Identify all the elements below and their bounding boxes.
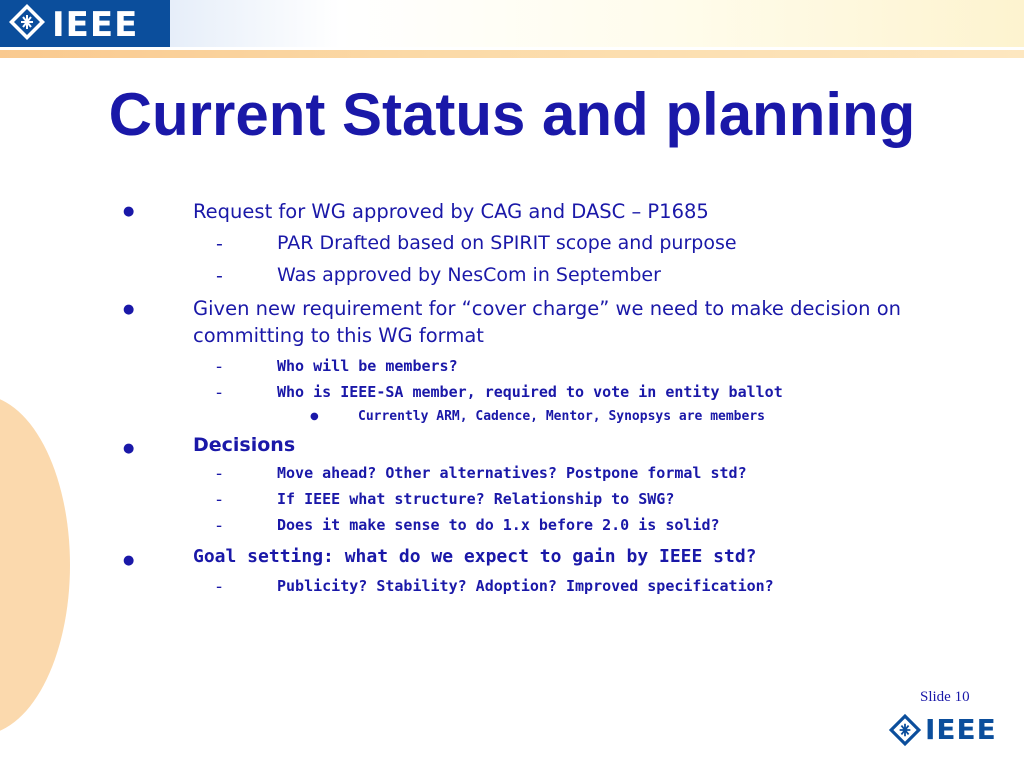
dash-icon: - bbox=[216, 464, 223, 484]
slide-number: Slide 10 bbox=[920, 689, 970, 705]
decorative-ellipse bbox=[0, 395, 70, 735]
logo-box bbox=[0, 0, 170, 47]
dash-icon: - bbox=[216, 577, 223, 597]
dash-icon: - bbox=[216, 357, 223, 377]
ieee-diamond-icon bbox=[8, 3, 46, 41]
bullet-item-line: Given new requirement for “cover charge” we need to make decision on bbox=[193, 297, 901, 320]
bullet-item: Request for WG approved by CAG and DASC – P1685 bbox=[193, 200, 709, 223]
dash-icon: - bbox=[216, 265, 223, 287]
ieee-diamond-icon bbox=[888, 713, 922, 747]
dash-icon: - bbox=[216, 383, 223, 403]
dash-icon: - bbox=[216, 233, 223, 255]
sub-item: Who is IEEE-SA member, required to vote in entity ballot bbox=[277, 383, 783, 401]
header-banner bbox=[0, 0, 1024, 58]
sub-item: PAR Drafted based on SPIRIT scope and purpose bbox=[277, 232, 737, 254]
sub-item: Who will be members? bbox=[277, 357, 458, 375]
bullet-item: Decisions bbox=[193, 434, 296, 456]
sub-item: Was approved by NesCom in September bbox=[277, 264, 661, 286]
bullet-icon: ● bbox=[310, 411, 319, 422]
dash-icon: - bbox=[216, 490, 223, 510]
sub-item: Publicity? Stability? Adoption? Improved specification? bbox=[277, 577, 774, 595]
banner-accent-stripe bbox=[0, 50, 1024, 58]
bullet-icon: ● bbox=[123, 441, 135, 456]
bullet-icon: ● bbox=[123, 553, 135, 568]
slide-title: Current Status and planning bbox=[108, 81, 916, 148]
sub-sub-item: Currently ARM, Cadence, Mentor, Synopsys are members bbox=[358, 409, 765, 424]
sub-item: Does it make sense to do 1.x before 2.0 is solid? bbox=[277, 516, 720, 534]
bullet-icon: ● bbox=[123, 302, 135, 317]
bullet-item: Goal setting: what do we expect to gain by IEEE std? bbox=[193, 546, 757, 567]
dash-icon: - bbox=[216, 516, 223, 536]
sub-item: Move ahead? Other alternatives? Postpone formal std? bbox=[277, 464, 747, 482]
bullet-item-line: committing to this WG format bbox=[193, 324, 484, 347]
sub-item: If IEEE what structure? Relationship to SWG? bbox=[277, 490, 675, 508]
logo-text: IEEE bbox=[52, 5, 139, 45]
footer-logo-text: IEEE bbox=[925, 713, 997, 746]
banner-gradient bbox=[170, 0, 1024, 47]
bullet-icon: ● bbox=[123, 204, 135, 219]
